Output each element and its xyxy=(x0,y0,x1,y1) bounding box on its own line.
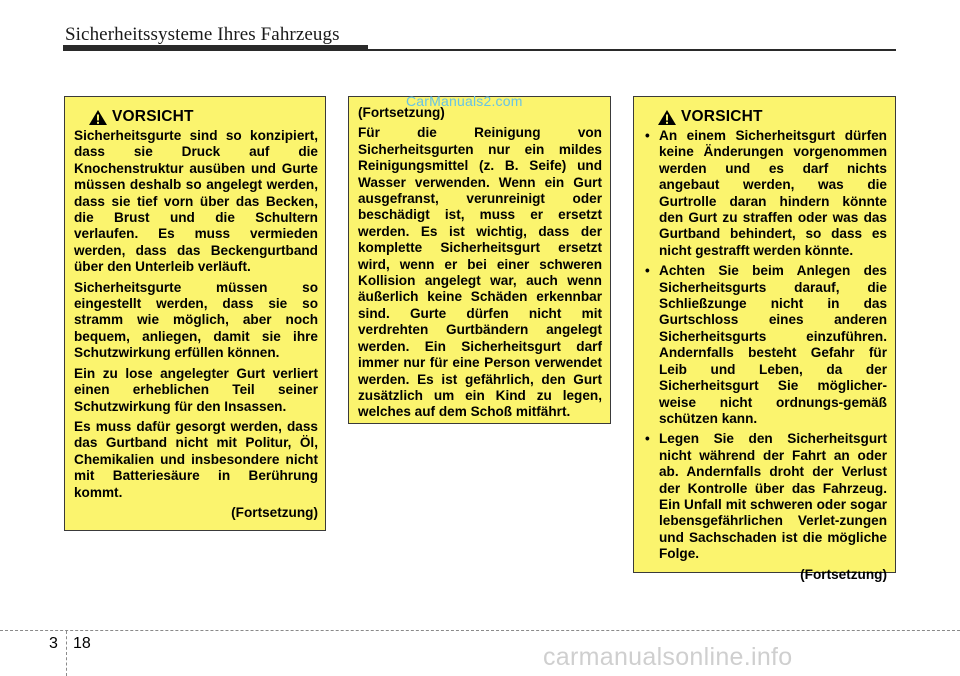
header-rule-thin xyxy=(368,49,896,51)
watermark-top: CarManuals2.com xyxy=(406,93,523,109)
warning-triangle-icon xyxy=(657,109,677,126)
caution-label: VORSICHT xyxy=(112,108,194,126)
caution-box-right xyxy=(633,96,896,582)
caution-heading-right xyxy=(643,109,887,126)
chapter-number: 3 xyxy=(49,635,58,652)
caution-paragraph: Es muss dafür gesorgt werden, dass das Gurtband nicht mit Politur, Öl, Chemikalien und insbesondere nicht mit Batteriesäure in Berührung kommt. xyxy=(74,418,318,500)
continued-heading: (Fortsetzung) xyxy=(358,105,445,120)
warning-triangle-icon xyxy=(88,109,108,126)
header-rule-thick xyxy=(63,45,368,51)
list-item: • An einem Sicherheitsgurt dürfen keine Änderungen vorgenommen werden und es darf nichts angebaut werden, was die Gurtrolle daran hindern könnte den Gurt zu straffen oder was das Gurtband behindert, so dass es nicht gestrafft werden könnte. xyxy=(643,128,887,259)
caution-box-left xyxy=(64,96,326,531)
watermark-bottom: carmanualsonline.info xyxy=(543,643,793,671)
list-item: • Legen Sie den Sicherheitsgurt nicht während der Fahrt an oder ab. Andernfalls droht der Verlust der Kontrolle über das Fahrzeug. Ein Unfall mit schweren oder sogar lebensgefährlichen Verlet-zungen und Sachschaden ist die mögliche Folge. xyxy=(643,431,887,562)
caution-bullet-list xyxy=(643,128,887,563)
caution-paragraph: Ein zu lose angelegter Gurt verliert einen erheblichen Teil seiner Schutzwirkung für den Insassen. xyxy=(74,365,318,414)
page-number: 18 xyxy=(73,635,91,652)
caution-box-middle xyxy=(348,96,611,424)
caution-heading-left xyxy=(74,109,318,126)
caution-paragraph: Für die Reinigung von Sicherheitsgurten nur ein mildes Reinigungsmittel (z. B. Seife) und Wasser verwenden. Wenn ein Gurt ausgefranst, verunreinigt oder beschädigt ist, muss er ersetzt werden. Es ist wichtig, dass der komplette Sicherheitsgurt ersetzt wird, wenn er bei einer schweren Kollision angelegt war, auch wenn äußerlich keine Schäden erkennbar sind. Gurte dürfen nicht mit verdrehten Gurtbändern angelegt werden. Ein Sicherheitsgurt darf immer nur für eine Person verwendet werden. Es ist gefährlich, den Gurt zusätzlich um ein Kind zu legen, welches auf dem Schoß mitfährt. xyxy=(358,125,602,420)
caution-label: VORSICHT xyxy=(681,108,763,126)
caution-paragraph: Sicherheitsgurte sind so konzipiert, dass sie Druck auf die Knochenstruktur ausüben und Gurte müssen deshalb so angelegt werden, dass sie tief vorn über das Becken, die Brust und die Schultern verlaufen. Es muss vermieden werden, dass das Beckengurtband über den Unterleib verläuft. xyxy=(74,128,318,275)
caution-paragraph: Sicherheitsgurte müssen so eingestellt werden, dass sie so stramm wie möglich, aber noch bequem, anliegen, damit sie ihre Schutzwirkung erfüllen können. xyxy=(74,279,318,361)
continued-label: (Fortsetzung) xyxy=(800,566,887,582)
footer-vertical-rule xyxy=(66,631,67,676)
page-header-title: Sicherheitssysteme Ihres Fahrzeugs xyxy=(65,24,340,45)
list-item: • Achten Sie beim Anlegen des Sicherheitsgurts darauf, die Schließzunge nicht in das Gurtschloss eines anderen Sicherheitsgurts einzuführen. Andernfalls besteht Gefahr für Leib und Leben, da der Sicherheitsgurt Sie möglicher-weise nicht ordnungs-gemäß schützen kann. xyxy=(643,263,887,427)
continued-label: (Fortsetzung) xyxy=(231,504,318,520)
footer-divider xyxy=(0,630,960,631)
